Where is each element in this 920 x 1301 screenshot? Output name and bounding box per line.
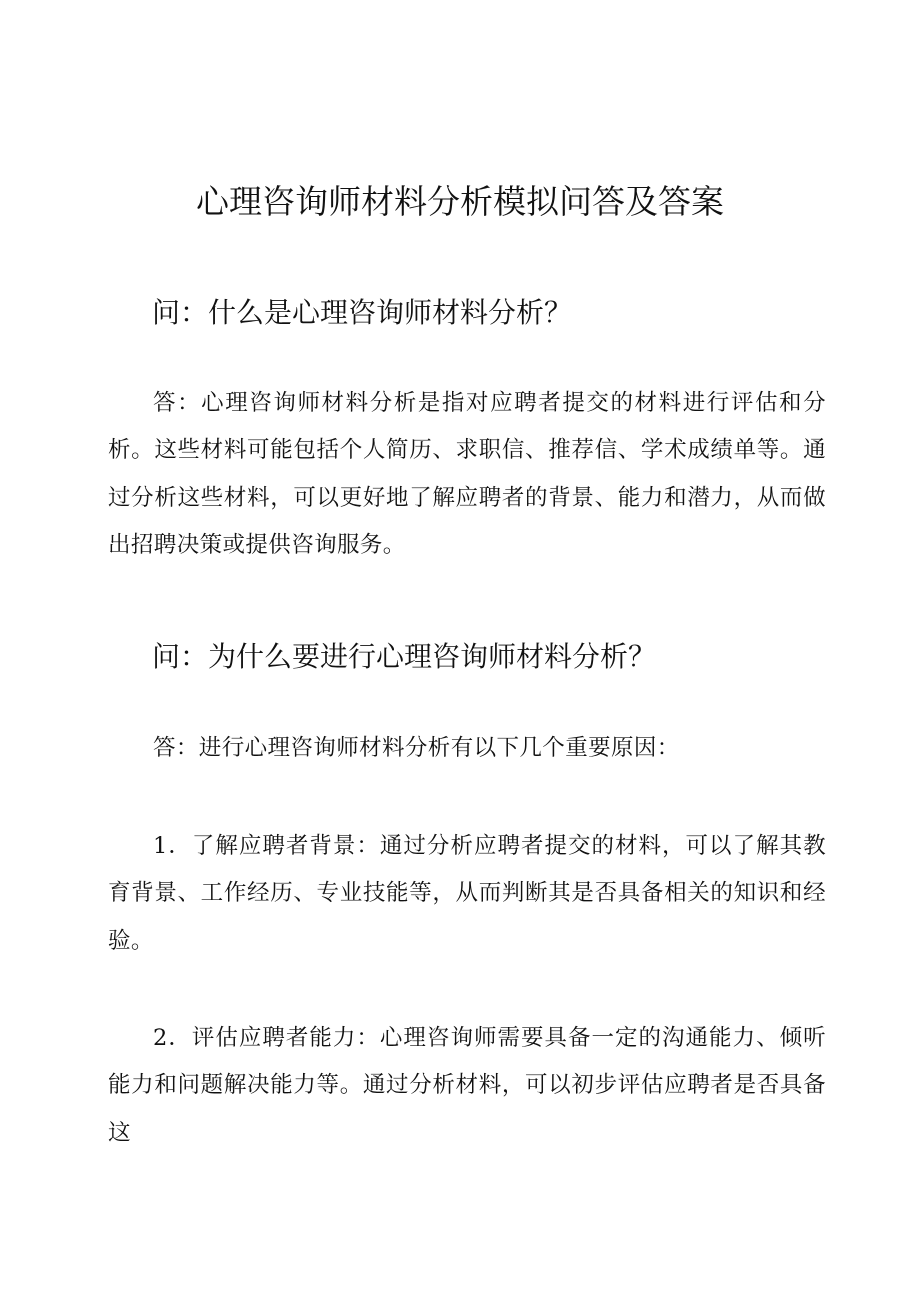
answer-2-point-2: 2．评估应聘者能力：心理咨询师需要具备一定的沟通能力、倾听能力和问题解决能力等。通过分析材料，可以初步评估应聘者是否具备这 (108, 1025, 826, 1146)
answer-1: 答：心理咨询师材料分析是指对应聘者提交的材料进行评估和分析。这些材料可能包括个人简历、求职信、推荐信、学术成绩单等。通过分析这些材料，可以更好地了解应聘者的背景、能力和潜力，从而做出招聘决策或提供咨询服务。 (108, 390, 826, 558)
document-title: 心理咨询师材料分析模拟问答及答案 (196, 182, 724, 221)
answer-2-point-1: 1．了解应聘者背景：通过分析应聘者提交的材料，可以了解其教育背景、工作经历、专业技能等，从而判断其是否具备相关的知识和经验。 (108, 833, 826, 954)
answer-2-intro: 答：进行心理咨询师材料分析有以下几个重要原因： (153, 735, 680, 761)
question-2: 问：为什么要进行心理咨询师材料分析？ (152, 640, 657, 673)
question-1: 问：什么是心理咨询师材料分析？ (152, 296, 573, 329)
